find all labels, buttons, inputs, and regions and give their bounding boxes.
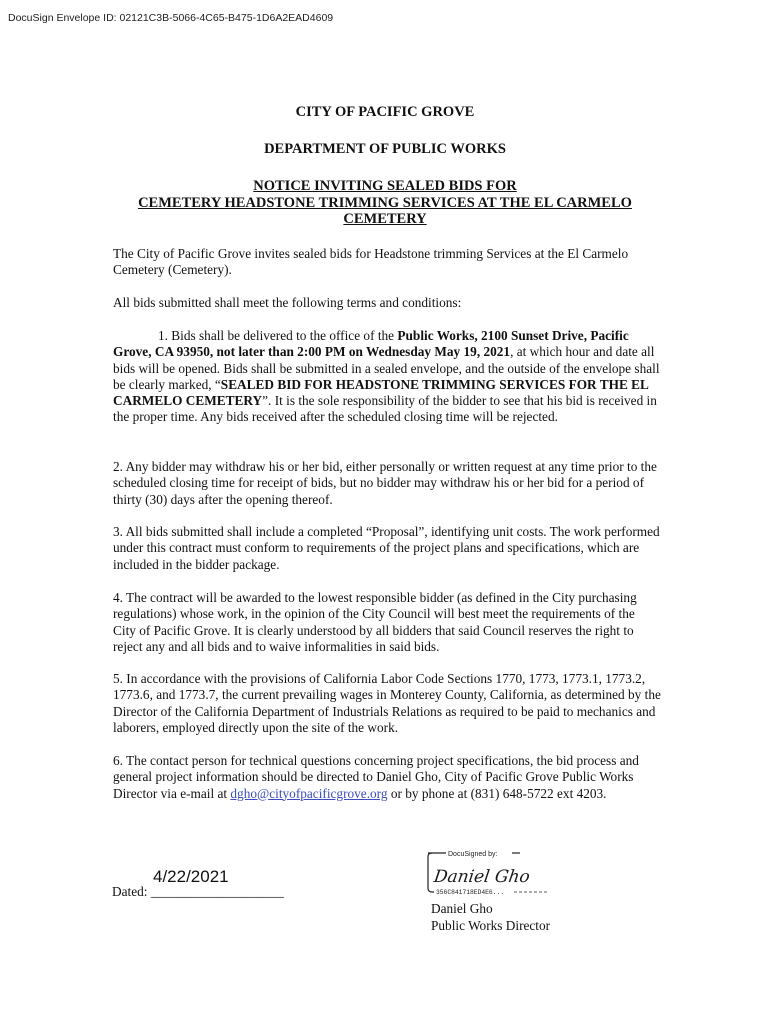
terms-intro-text: All bids submitted shall meet the following terms and conditions: (113, 295, 462, 310)
docusign-envelope-id: DocuSign Envelope ID: 02121C3B-5066-4C65-B475-1D6A2EAD4609 (8, 12, 334, 24)
handwritten-signature: Daniel Gho (432, 867, 532, 887)
item-3-paragraph (113, 524, 661, 573)
signature-hash: 356C841718ED4E6... (436, 889, 505, 896)
intro-text: The City of Pacific Grove invites sealed bids for Headstone trimming Services at the El Carmelo Cemetery (Cemetery). (113, 246, 629, 278)
notice-heading (110, 178, 660, 228)
docusigned-by-label: DocuSigned by: (448, 851, 498, 858)
docusign-signature-block (426, 848, 550, 896)
item-2-text: 2. Any bidder may withdraw his or her bid, either personally or written request at any time prior to the scheduled closing time for receipt of bids, but no bidder may withdraw his or her bid for a period of thirty (30) days after the opening thereof. (113, 459, 657, 507)
item-6-text-a: 6. The contact person for technical questions concerning project specifications, the bid process and general project information should be directed to Daniel Gho, City of Pacific Grove Public Works Director via e-mail at (113, 753, 639, 801)
terms-intro-paragraph (113, 295, 661, 311)
item-4-paragraph (113, 590, 661, 655)
contact-email-link[interactable]: dgho@cityofpacificgrove.org (230, 785, 388, 801)
item-1-text-a: 1. Bids shall be delivered to the office of the (158, 328, 398, 343)
item-1-text-e: ”. It is the sole responsibility of the bidder to see that his bid is received in the proper time. Any bids received after the scheduled closing time will be rejected. (113, 393, 657, 425)
signature-frame (426, 848, 550, 896)
dated-label: Dated: ____________________ (112, 884, 284, 899)
item-2-paragraph (113, 459, 661, 508)
date-value: 4/22/2021 (153, 867, 229, 886)
signer-block (431, 901, 550, 934)
item-1-paragraph (113, 328, 661, 426)
notice-line-1: NOTICE INVITING SEALED BIDS FOR (253, 178, 517, 194)
signer-title: Public Works Director (431, 917, 551, 933)
department-title: DEPARTMENT OF PUBLIC WORKS (264, 141, 506, 157)
item-5-paragraph (113, 671, 661, 736)
signer-name: Daniel Gho (431, 901, 493, 916)
item-4-text: 4. The contract will be awarded to the lowest responsible bidder (as defined in the City purchasing regulations) whose work, in the opinion of the City Council will best meet the requirements of the City of Pacific Grove. It is clearly understood by all bidders that said Council reserves the right to reject any and all bids and to waive informalities in said bids. (113, 590, 637, 654)
item-6-paragraph (113, 753, 661, 802)
notice-line-3: CEMETERY (343, 211, 427, 227)
notice-line-2: CEMETERY HEADSTONE TRIMMING SERVICES AT THE EL CARMELO (138, 194, 632, 211)
item-1-text-c: , at which hour and date all bids will be opened. Bids shall be submitted in a sealed envelope, and the outside of the envelope shall be clearly marked, “ (113, 344, 660, 392)
item-5-text: 5. In accordance with the provisions of California Labor Code Sections 1770, 1773, 1773.1, 1773.2, 1773.6, and 1773.7, the current prevailing wages in Monterey County, California, as determined by the Director of the California Department of Industrials Relations as required to be paid to mechanics and laborers, employed directly upon the site of the work. (113, 671, 661, 735)
item-1-envelope-marking: SEALED BID FOR HEADSTONE TRIMMING SERVICES FOR THE EL CARMELO CEMETERY (113, 376, 649, 409)
item-3-text: 3. All bids submitted shall include a completed “Proposal”, identifying unit costs. The work performed under this contract must conform to requirements of the project plans and specifications, which are included in the bidder package. (113, 524, 660, 572)
intro-paragraph (113, 246, 661, 279)
city-title: CITY OF PACIFIC GROVE (295, 104, 475, 120)
item-6-text-b: or by phone at (831) 648-5722 ext 4203. (387, 785, 607, 801)
item-1-address-deadline: Public Works, 2100 Sunset Drive, Pacific Grove, CA 93950, not later than 2:00 PM on Wednesday May 19, 2021 (113, 328, 629, 360)
